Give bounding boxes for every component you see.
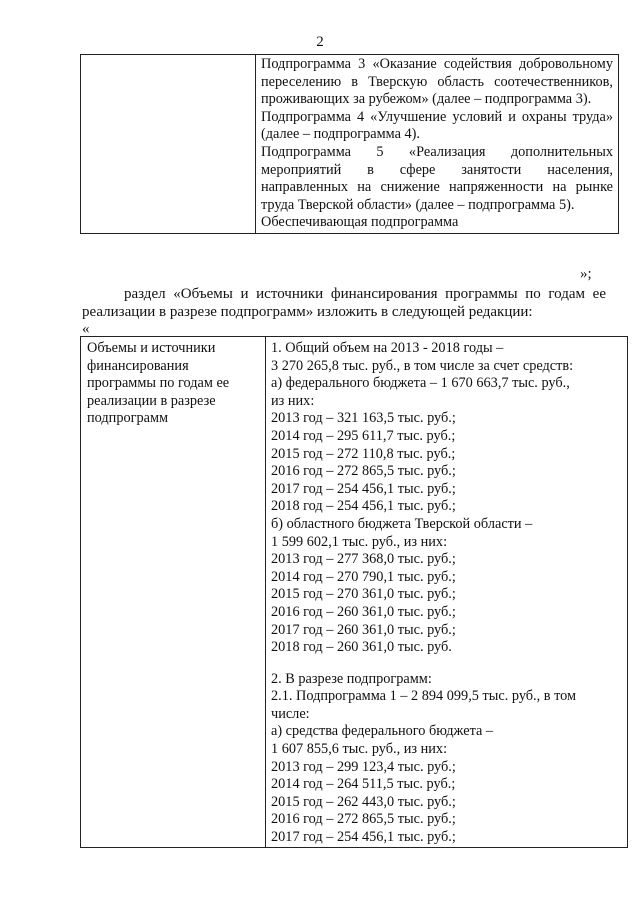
financing-label-cell [81,337,266,848]
subprogram-4-paragraph: Подпрограмма 4 «Улучшение условий и охраны труда» (далее – подпрограмма 4). [261,108,613,143]
subprogram-3-paragraph: Подпрограмма 3 «Оказание содействия добровольному переселению в Тверскую область соотечественников, проживающих за рубежом» (далее – подпрограмма 3). [261,56,613,108]
total-volume-line: 1 599 602,1 тыс. руб., из них: [271,533,448,550]
subprogram-line: 2. В разрезе подпрограмм: [271,670,432,687]
total-volume-line: 2013 год – 277 368,0 тыс. руб.; [271,551,456,568]
spacer [271,657,623,671]
total-volume-line: 2015 год – 270 361,0 тыс. руб.; [271,586,456,603]
total-volume-line: 2018 год – 254 456,1 тыс. руб.; [271,498,456,515]
table-row [81,55,619,234]
subprogram-line: числе: [271,705,310,722]
subprogram-line: 2015 год – 262 443,0 тыс. руб.; [271,793,456,810]
subprograms-table-right-cell [256,55,619,234]
total-volume-line: 3 270 265,8 тыс. руб., в том числе за счет средств: [271,357,574,374]
total-volume-line: б) областного бюджета Тверской области – [271,515,533,532]
total-volume-line: 2014 год – 270 790,1 тыс. руб.; [271,568,456,585]
total-volume-line: 2017 год – 254 456,1 тыс. руб.; [271,480,456,497]
supporting-subprogram-paragraph: Обеспечивающая подпрограмма [261,214,459,231]
total-volume-line: 2016 год – 260 361,0 тыс. руб.; [271,603,456,620]
total-volume-line: из них: [271,392,315,409]
by-subprogram-block [271,671,623,847]
section-instruction-text: раздел «Объемы и источники финансирования программы по годам ее реализации в разрезе подпрограмм» изложить в следующей редакции: [82,286,606,320]
total-volume-block [271,340,623,657]
page-number: 2 [316,34,324,50]
financing-table [80,336,628,848]
subprogram-line: 2017 год – 254 456,1 тыс. руб.; [271,829,456,846]
subprogram-line: 2013 год – 299 123,4 тыс. руб.; [271,758,456,775]
subprogram-line: 2014 год – 264 511,5 тыс. руб.; [271,776,456,793]
total-volume-line: 2014 год – 295 611,7 тыс. руб.; [271,427,456,444]
subprogram-line: а) средства федерального бюджета – [271,723,494,740]
table-row [81,337,628,848]
subprogram-line: 1 607 855,6 тыс. руб., из них: [271,741,448,758]
subprograms-table [80,54,619,234]
subprogram-line: 2016 год – 272 865,5 тыс. руб.; [271,811,456,828]
opening-quote: « [82,321,90,337]
financing-label: Объемы и источники финансирования программы по годам ее реализации в разрезе подпрограмм [87,340,230,427]
closing-quote: »; [580,266,592,282]
total-volume-line: 2013 год – 321 163,5 тыс. руб.; [271,410,456,427]
total-volume-line: 1. Общий объем на 2013 - 2018 годы – [271,340,504,356]
total-volume-line: 2018 год – 260 361,0 тыс. руб. [271,639,452,656]
subprogram-line: 2.1. Подпрограмма 1 – 2 894 099,5 тыс. руб., в том [271,688,577,705]
subprogram-5-paragraph: Подпрограмма 5 «Реализация дополнительных мероприятий в сфере занятости населения, направленных на снижение напряженности на рынке труда Тверской области» (далее – подпрограмма 5). [261,143,613,213]
subprograms-table-left-cell [81,55,256,234]
total-volume-line: 2015 год – 272 110,8 тыс. руб.; [271,445,456,462]
total-volume-line: 2016 год – 272 865,5 тыс. руб.; [271,463,456,480]
total-volume-line: а) федерального бюджета – 1 670 663,7 тыс. руб., [271,375,570,392]
total-volume-line: 2017 год – 260 361,0 тыс. руб.; [271,621,456,638]
financing-values-cell [266,337,628,848]
